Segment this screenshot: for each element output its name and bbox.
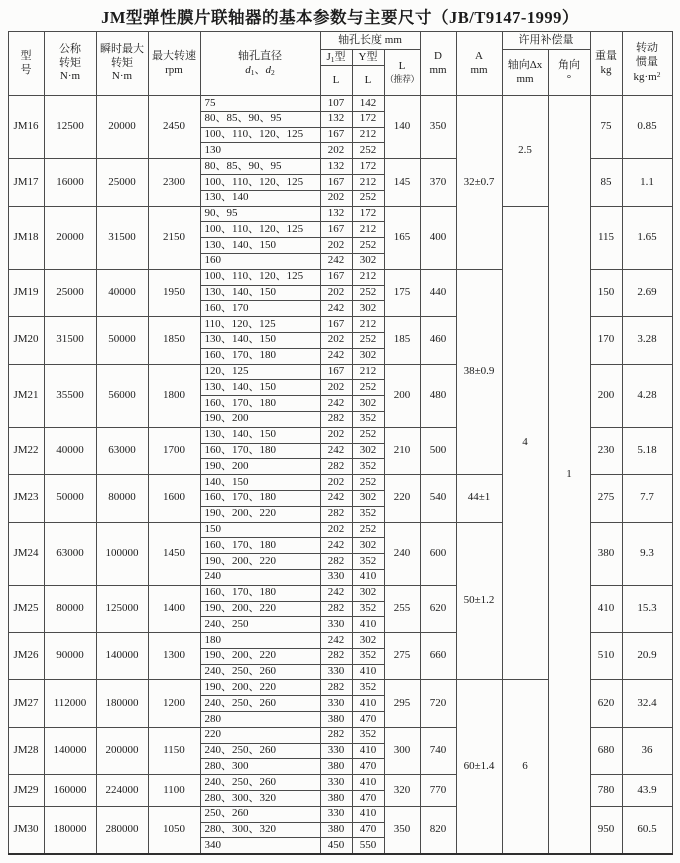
j1-length-cell: 242 [320,348,352,364]
weight-cell: 410 [590,585,622,632]
max-speed-cell: 2150 [148,206,200,269]
inertia-cell: 0.85 [622,96,672,159]
col-header-l-j1: L [320,66,352,96]
y-length-cell: 212 [352,174,384,190]
d-cell: 720 [420,680,456,727]
y-length-cell: 302 [352,633,384,649]
y-length-cell: 352 [352,554,384,570]
model-cell: JM20 [8,317,44,364]
l-recommended-cell: 350 [384,806,420,854]
y-length-cell: 252 [352,238,384,254]
j1-length-cell: 330 [320,806,352,822]
inertia-cell: 1.65 [622,206,672,269]
col-header-l-recommended: L （推荐） [384,50,420,96]
instant-max-torque-cell: 31500 [96,206,148,269]
bore-diameter-cell: 190、200、220 [200,506,320,522]
weight-cell: 780 [590,775,622,807]
j1-length-cell: 167 [320,317,352,333]
inertia-cell: 3.28 [622,317,672,364]
weight-cell: 950 [590,806,622,854]
max-speed-cell: 2300 [148,159,200,206]
max-speed-cell: 1700 [148,427,200,474]
j1-length-cell: 202 [320,475,352,491]
weight-cell: 75 [590,96,622,159]
l-recommended-cell: 165 [384,206,420,269]
j1-length-cell: 282 [320,459,352,475]
j1-length-cell: 202 [320,143,352,159]
col-header-bore-length-group: 轴孔长度 mm [320,32,420,50]
j1-length-cell: 242 [320,633,352,649]
bore-diameter-cell: 160、170、180 [200,443,320,459]
j1-length-cell: 202 [320,190,352,206]
bore-diameter-cell: 240 [200,569,320,585]
y-length-cell: 302 [352,348,384,364]
parameters-table [8,31,673,855]
y-length-cell: 352 [352,411,384,427]
bore-diameter-cell: 160、170、180 [200,348,320,364]
j1-length-cell: 107 [320,96,352,112]
y-length-cell: 252 [352,522,384,538]
l-recommended-cell: 210 [384,427,420,474]
max-speed-cell: 1800 [148,364,200,427]
col-header-a: A mm [456,32,502,96]
a-cell: 44±1 [456,475,502,522]
j1-length-cell: 132 [320,206,352,222]
d-cell: 600 [420,522,456,585]
y-length-cell: 410 [352,743,384,759]
y-length-cell: 212 [352,364,384,380]
nominal-torque-cell: 140000 [44,727,96,774]
l-recommended-cell: 220 [384,475,420,522]
weight-cell: 230 [590,427,622,474]
y-length-cell: 352 [352,506,384,522]
j1-length-cell: 330 [320,569,352,585]
j1-length-cell: 450 [320,838,352,854]
y-length-cell: 302 [352,490,384,506]
weight-cell: 115 [590,206,622,269]
y-length-cell: 410 [352,617,384,633]
max-speed-cell: 1450 [148,522,200,585]
d-cell: 400 [420,206,456,269]
j1-length-cell: 132 [320,111,352,127]
inertia-cell: 4.28 [622,364,672,427]
l-recommended-cell: 295 [384,680,420,727]
inertia-cell: 43.9 [622,775,672,807]
bore-diameter-cell: 160、170 [200,301,320,317]
inertia-cell: 2.69 [622,269,672,316]
max-speed-cell: 1850 [148,317,200,364]
j1-length-cell: 380 [320,791,352,807]
j1-length-cell: 242 [320,301,352,317]
j1-length-cell: 167 [320,222,352,238]
j1-length-cell: 282 [320,601,352,617]
model-cell: JM29 [8,775,44,807]
l-recommended-cell: 200 [384,364,420,427]
y-length-cell: 410 [352,775,384,791]
j1-length-cell: 202 [320,380,352,396]
instant-max-torque-cell: 40000 [96,269,148,316]
j1-length-cell: 167 [320,364,352,380]
nominal-torque-cell: 20000 [44,206,96,269]
col-header-angular-compensation: 角向 ° [548,50,590,96]
instant-max-torque-cell: 224000 [96,775,148,807]
bore-diameter-cell: 240、250、260 [200,664,320,680]
inertia-cell: 36 [622,727,672,774]
col-header-compensation-group: 许用补偿量 [502,32,590,50]
y-length-cell: 470 [352,712,384,728]
model-cell: JM17 [8,159,44,206]
d-cell: 440 [420,269,456,316]
d-cell: 770 [420,775,456,807]
d-cell: 740 [420,727,456,774]
model-cell: JM24 [8,522,44,585]
bore-diameter-cell: 190、200 [200,459,320,475]
j1-length-cell: 282 [320,727,352,743]
y-length-cell: 252 [352,380,384,396]
j1-length-cell: 242 [320,253,352,269]
y-length-cell: 302 [352,585,384,601]
inertia-cell: 60.5 [622,806,672,854]
col-header-d: D mm [420,32,456,96]
nominal-torque-cell: 25000 [44,269,96,316]
y-length-cell: 252 [352,332,384,348]
j1-length-cell: 380 [320,759,352,775]
y-length-cell: 302 [352,538,384,554]
bore-diameter-cell: 100、110、120、125 [200,127,320,143]
bore-diameter-cell: 280、300、320 [200,822,320,838]
weight-cell: 200 [590,364,622,427]
l-recommended-cell: 255 [384,585,420,632]
d-cell: 460 [420,317,456,364]
j1-length-cell: 242 [320,443,352,459]
y-length-cell: 252 [352,427,384,443]
y-length-cell: 352 [352,680,384,696]
angular-compensation-cell: 1 [548,96,590,855]
instant-max-torque-cell: 200000 [96,727,148,774]
nominal-torque-cell: 160000 [44,775,96,807]
y-length-cell: 470 [352,759,384,775]
y-length-cell: 470 [352,822,384,838]
y-length-cell: 352 [352,459,384,475]
instant-max-torque-cell: 100000 [96,522,148,585]
bore-diameter-cell: 160、170、180 [200,585,320,601]
l-recommended-cell: 275 [384,633,420,680]
l-recommended-cell: 300 [384,727,420,774]
table-row [8,96,672,112]
l-recommended-cell: 145 [384,159,420,206]
bore-diameter-cell: 130、140、150 [200,380,320,396]
y-length-cell: 470 [352,791,384,807]
instant-max-torque-cell: 280000 [96,806,148,854]
instant-max-torque-cell: 20000 [96,96,148,159]
bore-diameter-cell: 140、150 [200,475,320,491]
model-cell: JM19 [8,269,44,316]
bore-diameter-cell: 190、200、220 [200,554,320,570]
col-header-axial-compensation: 轴向Δx mm [502,50,548,96]
j1-length-cell: 242 [320,490,352,506]
y-length-cell: 172 [352,206,384,222]
bore-diameter-cell: 130、140、150 [200,238,320,254]
bore-diameter-cell: 100、110、120、125 [200,222,320,238]
y-length-cell: 410 [352,696,384,712]
y-length-cell: 172 [352,159,384,175]
a-cell: 50±1.2 [456,522,502,680]
bore-diameter-cell: 160、170、180 [200,490,320,506]
bore-diameter-cell: 130、140、150 [200,332,320,348]
weight-cell: 170 [590,317,622,364]
j1-length-cell: 380 [320,822,352,838]
model-cell: JM18 [8,206,44,269]
weight-cell: 510 [590,633,622,680]
model-cell: JM22 [8,427,44,474]
page-title: JM型弹性膜片联轴器的基本参数与主要尺寸（JB/T9147-1999） [101,8,579,27]
col-header-model: 型 号 [8,32,44,96]
y-length-cell: 352 [352,601,384,617]
bore-diameter-cell: 160、170、180 [200,396,320,412]
bore-diameter-cell: 240、250、260 [200,743,320,759]
d-cell: 350 [420,96,456,159]
col-header-inertia: 转动 惯量 $kg\cdot m^2$ [622,32,672,96]
a-cell: 38±0.9 [456,269,502,474]
y-length-cell: 172 [352,111,384,127]
nominal-torque-cell: 35500 [44,364,96,427]
bore-diameter-cell: 100、110、120、125 [200,174,320,190]
nominal-torque-cell: 40000 [44,427,96,474]
d-cell: 620 [420,585,456,632]
bore-diameter-cell: 130、140 [200,190,320,206]
model-cell: JM27 [8,680,44,727]
bore-diameter-cell: 120、125 [200,364,320,380]
j1-length-cell: 242 [320,585,352,601]
bore-diameter-cell: 190、200 [200,411,320,427]
d-cell: 660 [420,633,456,680]
axial-compensation-cell: 2.5 [502,96,548,207]
bore-diameter-cell: 220 [200,727,320,743]
max-speed-cell: 1100 [148,775,200,807]
instant-max-torque-cell: 50000 [96,317,148,364]
y-length-cell: 410 [352,806,384,822]
y-length-cell: 252 [352,475,384,491]
bore-diameter-cell: 240、250 [200,617,320,633]
bore-diameter-cell: 280 [200,712,320,728]
bore-diameter-cell: 100、110、120、125 [200,269,320,285]
j1-length-cell: 330 [320,743,352,759]
nominal-torque-cell: 180000 [44,806,96,854]
y-length-cell: 142 [352,96,384,112]
model-cell: JM21 [8,364,44,427]
inertia-cell: 9.3 [622,522,672,585]
weight-cell: 150 [590,269,622,316]
inertia-cell: 1.1 [622,159,672,206]
j1-length-cell: 202 [320,238,352,254]
l-recommended-cell: 175 [384,269,420,316]
max-speed-cell: 1950 [148,269,200,316]
weight-cell: 620 [590,680,622,727]
inertia-cell: 15.3 [622,585,672,632]
col-header-weight: 重量 kg [590,32,622,96]
j1-length-cell: 282 [320,506,352,522]
d-cell: 540 [420,475,456,522]
y-length-cell: 212 [352,222,384,238]
bore-diameter-cell: 240、250、260 [200,775,320,791]
inertia-cell: 5.18 [622,427,672,474]
instant-max-torque-cell: 180000 [96,680,148,727]
j1-length-cell: 330 [320,775,352,791]
inertia-cell: 7.7 [622,475,672,522]
bore-diameter-cell: 340 [200,838,320,854]
y-length-cell: 212 [352,127,384,143]
col-header-bore-diameter: 轴孔直径 $d_1$、$d_2$ [200,32,320,96]
max-speed-cell: 1300 [148,633,200,680]
a-cell: 32±0.7 [456,96,502,270]
j1-length-cell: 282 [320,554,352,570]
y-length-cell: 302 [352,301,384,317]
d-cell: 500 [420,427,456,474]
j1-length-cell: 282 [320,680,352,696]
table-body [8,96,672,855]
bore-diameter-cell: 190、200、220 [200,680,320,696]
bore-diameter-cell: 250、260 [200,806,320,822]
nominal-torque-cell: 50000 [44,475,96,522]
weight-cell: 275 [590,475,622,522]
col-header-instant-max-torque: 瞬时最大 转矩 N·m [96,32,148,96]
l-recommended-cell: 240 [384,522,420,585]
j1-length-cell: 242 [320,538,352,554]
weight-cell: 380 [590,522,622,585]
nominal-torque-cell: 16000 [44,159,96,206]
max-speed-cell: 2450 [148,96,200,159]
y-length-cell: 410 [352,664,384,680]
axial-compensation-cell: 4 [502,206,548,680]
col-header-y-type: Y型 [352,50,384,66]
bore-diameter-cell: 180 [200,633,320,649]
instant-max-torque-cell: 140000 [96,633,148,680]
model-cell: JM28 [8,727,44,774]
col-header-j1-type: $J_1$型 [320,50,352,66]
max-speed-cell: 1600 [148,475,200,522]
bore-diameter-cell: 190、200、220 [200,648,320,664]
l-recommended-cell: 320 [384,775,420,807]
d-cell: 370 [420,159,456,206]
bore-diameter-cell: 280、300 [200,759,320,775]
j1-length-cell: 167 [320,269,352,285]
bore-diameter-cell: 130 [200,143,320,159]
j1-length-cell: 330 [320,617,352,633]
y-length-cell: 302 [352,253,384,269]
y-length-cell: 252 [352,190,384,206]
j1-length-cell: 282 [320,648,352,664]
instant-max-torque-cell: 25000 [96,159,148,206]
bore-diameter-cell: 110、120、125 [200,317,320,333]
y-length-cell: 352 [352,648,384,664]
nominal-torque-cell: 112000 [44,680,96,727]
bore-diameter-cell: 240、250、260 [200,696,320,712]
j1-length-cell: 202 [320,332,352,348]
model-cell: JM16 [8,96,44,159]
y-length-cell: 212 [352,317,384,333]
y-length-cell: 352 [352,727,384,743]
model-cell: JM25 [8,585,44,632]
y-length-cell: 212 [352,269,384,285]
l-recommended-cell: 185 [384,317,420,364]
max-speed-cell: 1150 [148,727,200,774]
bore-diameter-cell: 75 [200,96,320,112]
j1-length-cell: 167 [320,174,352,190]
bore-diameter-cell: 280、300、320 [200,791,320,807]
y-length-cell: 252 [352,285,384,301]
nominal-torque-cell: 80000 [44,585,96,632]
inertia-cell: 32.4 [622,680,672,727]
inertia-cell: 20.9 [622,633,672,680]
y-length-cell: 302 [352,443,384,459]
j1-length-cell: 330 [320,696,352,712]
j1-length-cell: 282 [320,411,352,427]
j1-length-cell: 202 [320,427,352,443]
j1-length-cell: 380 [320,712,352,728]
model-cell: JM23 [8,475,44,522]
a-cell: 60±1.4 [456,680,502,854]
col-header-l-y: L [352,66,384,96]
instant-max-torque-cell: 56000 [96,364,148,427]
col-header-max-speed: 最大转速 rpm [148,32,200,96]
bore-diameter-cell: 190、200、220 [200,601,320,617]
d-cell: 480 [420,364,456,427]
bore-diameter-cell: 80、85、90、95 [200,159,320,175]
max-speed-cell: 1200 [148,680,200,727]
bore-diameter-cell: 130、140、150 [200,427,320,443]
axial-compensation-cell: 6 [502,680,548,854]
j1-length-cell: 167 [320,127,352,143]
bore-diameter-cell: 150 [200,522,320,538]
instant-max-torque-cell: 63000 [96,427,148,474]
y-length-cell: 550 [352,838,384,854]
instant-max-torque-cell: 80000 [96,475,148,522]
bore-diameter-cell: 160、170、180 [200,538,320,554]
j1-length-cell: 202 [320,522,352,538]
j1-length-cell: 330 [320,664,352,680]
bore-diameter-cell: 130、140、150 [200,285,320,301]
y-length-cell: 252 [352,143,384,159]
bore-diameter-cell: 90、95 [200,206,320,222]
j1-length-cell: 202 [320,285,352,301]
max-speed-cell: 1050 [148,806,200,854]
weight-cell: 85 [590,159,622,206]
nominal-torque-cell: 12500 [44,96,96,159]
nominal-torque-cell: 90000 [44,633,96,680]
nominal-torque-cell: 31500 [44,317,96,364]
model-cell: JM26 [8,633,44,680]
j1-length-cell: 242 [320,396,352,412]
y-length-cell: 302 [352,396,384,412]
max-speed-cell: 1400 [148,585,200,632]
table-header [8,32,672,96]
bore-diameter-cell: 160 [200,253,320,269]
instant-max-torque-cell: 125000 [96,585,148,632]
model-cell: JM30 [8,806,44,854]
d-cell: 820 [420,806,456,854]
col-header-nominal-torque: 公称 转矩 N·m [44,32,96,96]
weight-cell: 680 [590,727,622,774]
nominal-torque-cell: 63000 [44,522,96,585]
bore-diameter-cell: 80、85、90、95 [200,111,320,127]
y-length-cell: 410 [352,569,384,585]
l-recommended-cell: 140 [384,96,420,159]
j1-length-cell: 132 [320,159,352,175]
